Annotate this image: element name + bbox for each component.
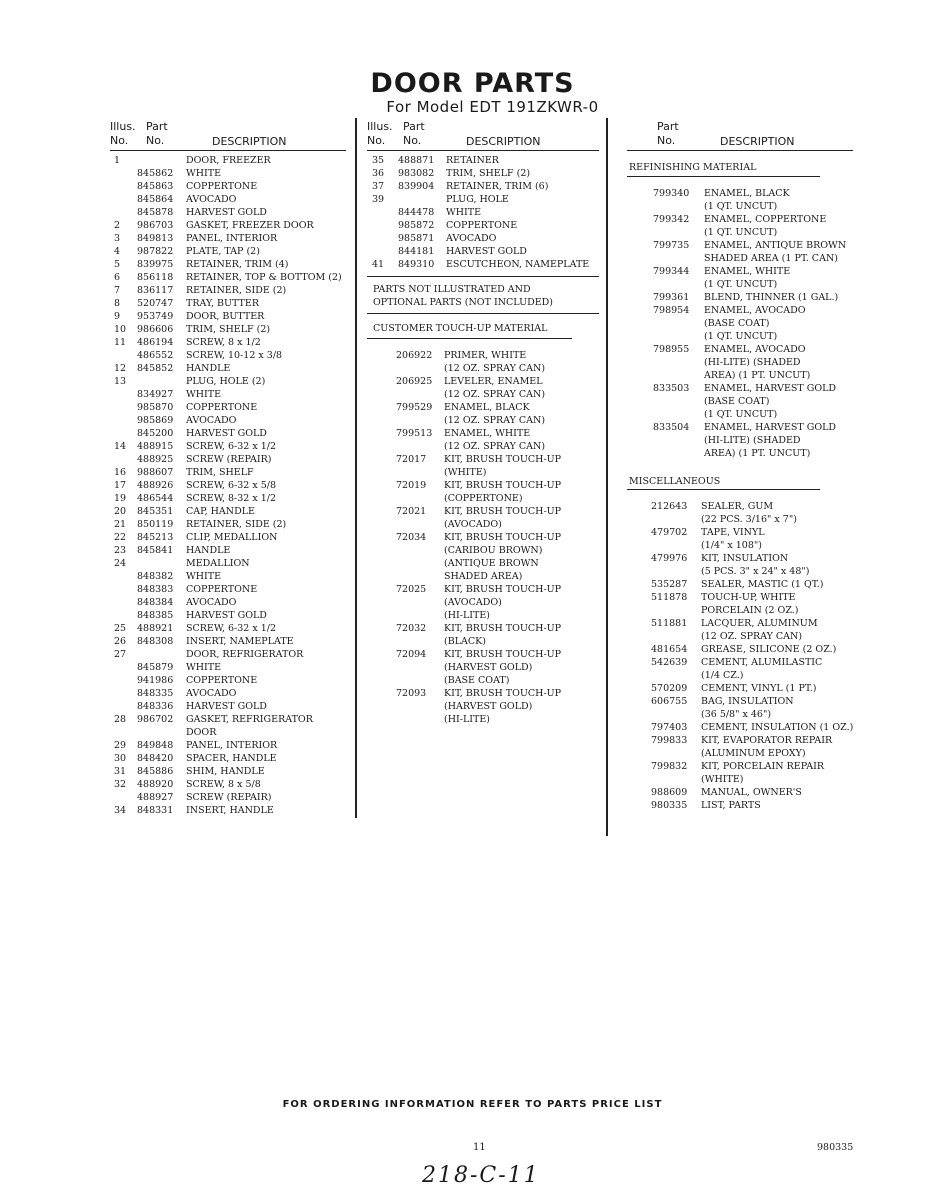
part-no: 542639 <box>651 657 688 668</box>
description: KIT, PORCELAIN REPAIR <box>701 761 824 772</box>
description: (5 PCS. 3" x 24" x 48") <box>701 566 810 577</box>
illus-no: 2 <box>114 220 121 231</box>
description: CEMENT, INSULATION (1 OZ.) <box>701 722 854 733</box>
description: AREA) (1 PT. UNCUT) <box>704 370 811 381</box>
part-no: 799344 <box>653 266 690 277</box>
description: (BASE COAT) <box>704 318 770 329</box>
illus-no: 39 <box>372 194 385 205</box>
part-no: 941986 <box>137 675 174 686</box>
description: KIT, BRUSH TOUCH-UP <box>444 649 562 660</box>
description: KIT, INSULATION <box>701 553 789 564</box>
description: RETAINER <box>446 155 499 166</box>
description: DOOR, REFRIGERATOR <box>186 649 304 660</box>
description: LEVELER, ENAMEL <box>444 376 543 387</box>
description: SHADED AREA) <box>444 571 523 582</box>
part-no: 848331 <box>137 805 174 816</box>
part-no: 839975 <box>137 259 174 270</box>
illus-no: 34 <box>114 805 127 816</box>
description: ENAMEL, ANTIQUE BROWN <box>704 240 847 251</box>
description: SCREW, 8-32 x 1/2 <box>186 493 277 504</box>
document-number: 980335 <box>817 1142 854 1153</box>
illus-no: 19 <box>114 493 127 504</box>
part-no: 72025 <box>396 584 427 595</box>
description: TRIM, SHELF (2) <box>446 168 531 179</box>
part-no: 486544 <box>137 493 174 504</box>
description: COPPERTONE <box>446 220 518 231</box>
illus-no: 12 <box>114 363 127 374</box>
part-no: 848382 <box>137 571 174 582</box>
part-no: 798955 <box>653 344 690 355</box>
description: KIT, BRUSH TOUCH-UP <box>444 506 562 517</box>
part-no: 535287 <box>651 579 688 590</box>
part-no: 849848 <box>137 740 174 751</box>
part-no: 845841 <box>137 545 174 556</box>
part-no: 849813 <box>137 233 174 244</box>
description: PRIMER, WHITE <box>444 350 527 361</box>
part-no: 986606 <box>137 324 174 335</box>
description: KIT, BRUSH TOUCH-UP <box>444 688 562 699</box>
illus-no: 24 <box>114 558 127 569</box>
illus-no: 10 <box>114 324 127 335</box>
description: AVOCADO <box>186 415 237 426</box>
part-no: 799342 <box>653 214 690 225</box>
part-no: 845351 <box>137 506 174 517</box>
illus-no: 16 <box>114 467 127 478</box>
part-no: 520747 <box>137 298 174 309</box>
col2-header-rule <box>367 150 599 151</box>
description: ENAMEL, COPPERTONE <box>704 214 827 225</box>
illus-no: 8 <box>114 298 121 309</box>
part-no: 845879 <box>137 662 174 673</box>
description: RETAINER, TRIM (6) <box>446 181 549 192</box>
description: SCREW, 10-12 x 3/8 <box>186 350 283 361</box>
illus-no: 9 <box>114 311 121 322</box>
description: ENAMEL, HARVEST GOLD <box>704 422 837 433</box>
description: HANDLE <box>186 363 231 374</box>
part-no: 845862 <box>137 168 174 179</box>
description: (HARVEST GOLD) <box>444 662 533 673</box>
description: CAP, HANDLE <box>186 506 255 517</box>
part-no: 988609 <box>651 787 688 798</box>
part-no: 799529 <box>396 402 433 413</box>
col2-rule-2 <box>367 276 599 277</box>
description: TRIM, SHELF <box>186 467 254 478</box>
description: GREASE, SILICONE (2 OZ.) <box>701 644 837 655</box>
description: ENAMEL, BLACK <box>704 188 790 199</box>
part-no: 206925 <box>396 376 433 387</box>
illus-no: 22 <box>114 532 127 543</box>
description: WHITE <box>186 168 222 179</box>
description: KIT, BRUSH TOUCH-UP <box>444 454 562 465</box>
description: (1/4" x 108") <box>701 540 762 551</box>
part-no: 799361 <box>653 292 690 303</box>
part-no: 72094 <box>396 649 427 660</box>
part-no: 980335 <box>651 800 688 811</box>
part-no: 511881 <box>651 618 688 629</box>
description: KIT, EVAPORATOR REPAIR <box>701 735 833 746</box>
part-no: 986703 <box>137 220 174 231</box>
illus-no: 29 <box>114 740 127 751</box>
part-no: 986702 <box>137 714 174 725</box>
part-no: 844181 <box>398 246 435 257</box>
column-divider-2 <box>606 118 608 836</box>
part-no: 606755 <box>651 696 688 707</box>
part-no: 845864 <box>137 194 174 205</box>
description: (COPPERTONE) <box>444 493 523 504</box>
part-no: 799832 <box>651 761 688 772</box>
description: DOOR, FREEZER <box>186 155 271 166</box>
col1-header-description: DESCRIPTION <box>212 135 287 148</box>
description: ENAMEL, HARVEST GOLD <box>704 383 837 394</box>
description: SCREW, 6-32 x 1/2 <box>186 441 277 452</box>
description: (BASE COAT) <box>444 675 510 686</box>
description: SHIM, HANDLE <box>186 766 265 777</box>
description: AREA) (1 PT. UNCUT) <box>704 448 811 459</box>
col3-rule-2 <box>627 489 820 490</box>
illus-no: 20 <box>114 506 127 517</box>
description: RETAINER, TRIM (4) <box>186 259 289 270</box>
part-no: 488927 <box>137 792 174 803</box>
description: KIT, BRUSH TOUCH-UP <box>444 584 562 595</box>
page-number: 11 <box>473 1142 486 1153</box>
part-no: 72093 <box>396 688 427 699</box>
description: (HI-LITE) (SHADED <box>704 435 801 446</box>
description: (AVOCADO) <box>444 597 502 608</box>
part-no: 849310 <box>398 259 435 270</box>
description: (12 OZ. SPRAY CAN) <box>444 415 546 426</box>
part-no: 850119 <box>137 519 174 530</box>
description: COPPERTONE <box>186 584 258 595</box>
description: (WHITE) <box>444 467 487 478</box>
col3-section-refinishing: REFINISHING MATERIAL <box>629 162 757 173</box>
part-no: 488871 <box>398 155 435 166</box>
part-no: 848383 <box>137 584 174 595</box>
description: KIT, BRUSH TOUCH-UP <box>444 623 562 634</box>
col1-header-rule <box>110 150 346 151</box>
description: (ALUMINUM EPOXY) <box>701 748 806 759</box>
description: CLIP, MEDALLION <box>186 532 278 543</box>
description: (HI-LITE) (SHADED <box>704 357 801 368</box>
illus-no: 37 <box>372 181 385 192</box>
description: CEMENT, ALUMILASTIC <box>701 657 823 668</box>
part-no: 839904 <box>398 181 435 192</box>
description: SCREW, 8 x 1/2 <box>186 337 261 348</box>
illus-no: 23 <box>114 545 127 556</box>
description: PORCELAIN (2 OZ.) <box>701 605 799 616</box>
part-no: 799735 <box>653 240 690 251</box>
description: PLUG, HOLE (2) <box>186 376 266 387</box>
part-no: 206922 <box>396 350 433 361</box>
description: AVOCADO <box>186 597 237 608</box>
description: TRAY, BUTTER <box>186 298 259 309</box>
description: ENAMEL, AVOCADO <box>704 305 806 316</box>
part-no: 985870 <box>137 402 174 413</box>
part-no: 833504 <box>653 422 690 433</box>
col2-note-line-1: PARTS NOT ILLUSTRATED AND <box>373 284 531 295</box>
col3-header-description: DESCRIPTION <box>720 135 795 148</box>
description: COPPERTONE <box>186 402 258 413</box>
description: SCREW (REPAIR) <box>186 792 272 803</box>
part-no: 845878 <box>137 207 174 218</box>
col2-header-part: Part No. <box>403 120 425 147</box>
part-no: 845852 <box>137 363 174 374</box>
part-no: 988607 <box>137 467 174 478</box>
col1-header-illus: Illus. No. <box>110 120 136 147</box>
description: WHITE <box>446 207 482 218</box>
part-no: 799833 <box>651 735 688 746</box>
description: MANUAL, OWNER'S <box>701 787 802 798</box>
description: (1 QT. UNCUT) <box>704 227 778 238</box>
description: HARVEST GOLD <box>446 246 527 257</box>
description: HARVEST GOLD <box>186 701 267 712</box>
description: ESCUTCHEON, NAMEPLATE <box>446 259 590 270</box>
col3-header-part: Part No. <box>657 120 679 147</box>
description: RETAINER, TOP & BOTTOM (2) <box>186 272 342 283</box>
description: COPPERTONE <box>186 675 258 686</box>
illus-no: 1 <box>114 155 121 166</box>
part-no: 848385 <box>137 610 174 621</box>
description: SHADED AREA (1 PT. CAN) <box>704 253 838 264</box>
description: (12 OZ. SPRAY CAN) <box>444 389 546 400</box>
illus-no: 32 <box>114 779 127 790</box>
description: ENAMEL, BLACK <box>444 402 530 413</box>
part-no: 488921 <box>137 623 174 634</box>
part-no: 953749 <box>137 311 174 322</box>
description: (1/4 CZ.) <box>701 670 744 681</box>
part-no: 570209 <box>651 683 688 694</box>
illus-no: 25 <box>114 623 127 634</box>
part-no: 481654 <box>651 644 688 655</box>
description: INSERT, HANDLE <box>186 805 274 816</box>
description: COPPERTONE <box>186 181 258 192</box>
col2-section-touchup: CUSTOMER TOUCH-UP MATERIAL <box>373 323 548 334</box>
description: MEDALLION <box>186 558 250 569</box>
part-no: 799513 <box>396 428 433 439</box>
description: WHITE <box>186 389 222 400</box>
description: TOUCH-UP, WHITE <box>701 592 796 603</box>
part-no: 486552 <box>137 350 174 361</box>
footer-ordering-note: FOR ORDERING INFORMATION REFER TO PARTS PRICE LIST <box>282 1099 663 1110</box>
description: HARVEST GOLD <box>186 207 267 218</box>
illus-no: 17 <box>114 480 127 491</box>
illus-no: 28 <box>114 714 127 725</box>
description: DOOR <box>186 727 217 738</box>
description: SEALER, MASTIC (1 QT.) <box>701 579 824 590</box>
col3-rule-1 <box>627 176 820 177</box>
description: (AVOCADO) <box>444 519 502 530</box>
description: (1 QT. UNCUT) <box>704 331 778 342</box>
col3-header-rule <box>627 150 853 151</box>
description: HARVEST GOLD <box>186 610 267 621</box>
page-subtitle: For Model EDT 191ZKWR-0 <box>386 98 599 116</box>
description: DOOR, BUTTER <box>186 311 265 322</box>
description: (22 PCS. 3/16" x 7") <box>701 514 797 525</box>
description: (1 QT. UNCUT) <box>704 201 778 212</box>
part-no: 797403 <box>651 722 688 733</box>
page-title: DOOR PARTS <box>370 68 575 99</box>
description: PANEL, INTERIOR <box>186 233 278 244</box>
part-no: 798954 <box>653 305 690 316</box>
description: ENAMEL, WHITE <box>444 428 531 439</box>
part-no: 856118 <box>137 272 174 283</box>
description: (HARVEST GOLD) <box>444 701 533 712</box>
illus-no: 30 <box>114 753 127 764</box>
illus-no: 36 <box>372 168 385 179</box>
part-no: 72032 <box>396 623 427 634</box>
description: PANEL, INTERIOR <box>186 740 278 751</box>
part-no: 845213 <box>137 532 174 543</box>
part-no: 511878 <box>651 592 688 603</box>
col2-rule-4 <box>367 338 572 339</box>
col1-header-part: Part No. <box>146 120 168 147</box>
part-no: 985869 <box>137 415 174 426</box>
description: AVOCADO <box>186 688 237 699</box>
description: (12 OZ. SPRAY CAN) <box>444 363 546 374</box>
illus-no: 3 <box>114 233 121 244</box>
description: KIT, BRUSH TOUCH-UP <box>444 480 562 491</box>
col2-rule-3 <box>367 313 599 314</box>
part-no: 848335 <box>137 688 174 699</box>
col2-header-description: DESCRIPTION <box>466 135 541 148</box>
part-no: 848308 <box>137 636 174 647</box>
description: (HI-LITE) <box>444 610 490 621</box>
description: WHITE <box>186 662 222 673</box>
description: CEMENT, VINYL (1 PT.) <box>701 683 817 694</box>
description: BLEND, THINNER (1 GAL.) <box>704 292 839 303</box>
part-no: 479702 <box>651 527 688 538</box>
description: AVOCADO <box>446 233 497 244</box>
illus-no: 4 <box>114 246 121 257</box>
part-no: 212643 <box>651 501 688 512</box>
part-no: 479976 <box>651 553 688 564</box>
illus-no: 5 <box>114 259 121 270</box>
part-no: 985871 <box>398 233 435 244</box>
column-divider-1 <box>355 118 357 818</box>
description: LIST, PARTS <box>701 800 761 811</box>
description: SCREW (REPAIR) <box>186 454 272 465</box>
illus-no: 41 <box>372 259 385 270</box>
part-no: 844478 <box>398 207 435 218</box>
part-no: 983082 <box>398 168 435 179</box>
part-no: 486194 <box>137 337 174 348</box>
illus-no: 35 <box>372 155 385 166</box>
part-no: 72021 <box>396 506 427 517</box>
part-no: 72017 <box>396 454 427 465</box>
description: INSERT, NAMEPLATE <box>186 636 294 647</box>
description: (12 OZ. SPRAY CAN) <box>444 441 546 452</box>
part-no: 848384 <box>137 597 174 608</box>
description: GASKET, FREEZER DOOR <box>186 220 314 231</box>
description: PLATE, TAP (2) <box>186 246 260 257</box>
description: ENAMEL, AVOCADO <box>704 344 806 355</box>
description: GASKET, REFRIGERATOR <box>186 714 313 725</box>
description: (BLACK) <box>444 636 486 647</box>
description: LACQUER, ALUMINUM <box>701 618 818 629</box>
part-no: 834927 <box>137 389 174 400</box>
description: (1 QT. UNCUT) <box>704 279 778 290</box>
part-no: 488920 <box>137 779 174 790</box>
part-no: 987822 <box>137 246 174 257</box>
description: (12 OZ. SPRAY CAN) <box>701 631 803 642</box>
part-no: 72034 <box>396 532 427 543</box>
part-no: 845886 <box>137 766 174 777</box>
description: TRIM, SHELF (2) <box>186 324 271 335</box>
description: SPACER, HANDLE <box>186 753 277 764</box>
col2-header-illus: Illus. No. <box>367 120 393 147</box>
illus-no: 14 <box>114 441 127 452</box>
part-no: 72019 <box>396 480 427 491</box>
description: KIT, BRUSH TOUCH-UP <box>444 532 562 543</box>
description: (1 QT. UNCUT) <box>704 409 778 420</box>
illus-no: 13 <box>114 376 127 387</box>
description: HANDLE <box>186 545 231 556</box>
description: SCREW, 6-32 x 5/8 <box>186 480 277 491</box>
part-no: 488926 <box>137 480 174 491</box>
part-no: 799340 <box>653 188 690 199</box>
illus-no: 11 <box>114 337 127 348</box>
illus-no: 21 <box>114 519 127 530</box>
description: (BASE COAT) <box>704 396 770 407</box>
part-no: 845200 <box>137 428 174 439</box>
illus-no: 31 <box>114 766 127 777</box>
description: TAPE, VINYL <box>701 527 765 538</box>
part-no: 845863 <box>137 181 174 192</box>
description: RETAINER, SIDE (2) <box>186 285 287 296</box>
part-no: 985872 <box>398 220 435 231</box>
description: (ANTIQUE BROWN <box>444 558 539 569</box>
illus-no: 7 <box>114 285 121 296</box>
illus-no: 27 <box>114 649 127 660</box>
part-no: 848420 <box>137 753 174 764</box>
part-no: 833503 <box>653 383 690 394</box>
description: (HI-LITE) <box>444 714 490 725</box>
col3-section-misc: MISCELLANEOUS <box>629 476 721 487</box>
description: SCREW, 8 x 5/8 <box>186 779 261 790</box>
description: HARVEST GOLD <box>186 428 267 439</box>
description: (WHITE) <box>701 774 744 785</box>
part-no: 836117 <box>137 285 174 296</box>
description: WHITE <box>186 571 222 582</box>
description: SEALER, GUM <box>701 501 774 512</box>
illus-no: 26 <box>114 636 127 647</box>
description: PLUG, HOLE <box>446 194 509 205</box>
description: BAG, INSULATION <box>701 696 794 707</box>
description: RETAINER, SIDE (2) <box>186 519 287 530</box>
description: AVOCADO <box>186 194 237 205</box>
part-no: 488925 <box>137 454 174 465</box>
part-no: 488915 <box>137 441 174 452</box>
col2-note-line-2: OPTIONAL PARTS (NOT INCLUDED) <box>373 297 553 308</box>
handwritten-annotation: 218-C-11 <box>422 1163 540 1188</box>
description: (CARIBOU BROWN) <box>444 545 543 556</box>
illus-no: 6 <box>114 272 121 283</box>
part-no: 848336 <box>137 701 174 712</box>
description: ENAMEL, WHITE <box>704 266 791 277</box>
description: SCREW, 6-32 x 1/2 <box>186 623 277 634</box>
description: (36 5/8" x 46") <box>701 709 772 720</box>
